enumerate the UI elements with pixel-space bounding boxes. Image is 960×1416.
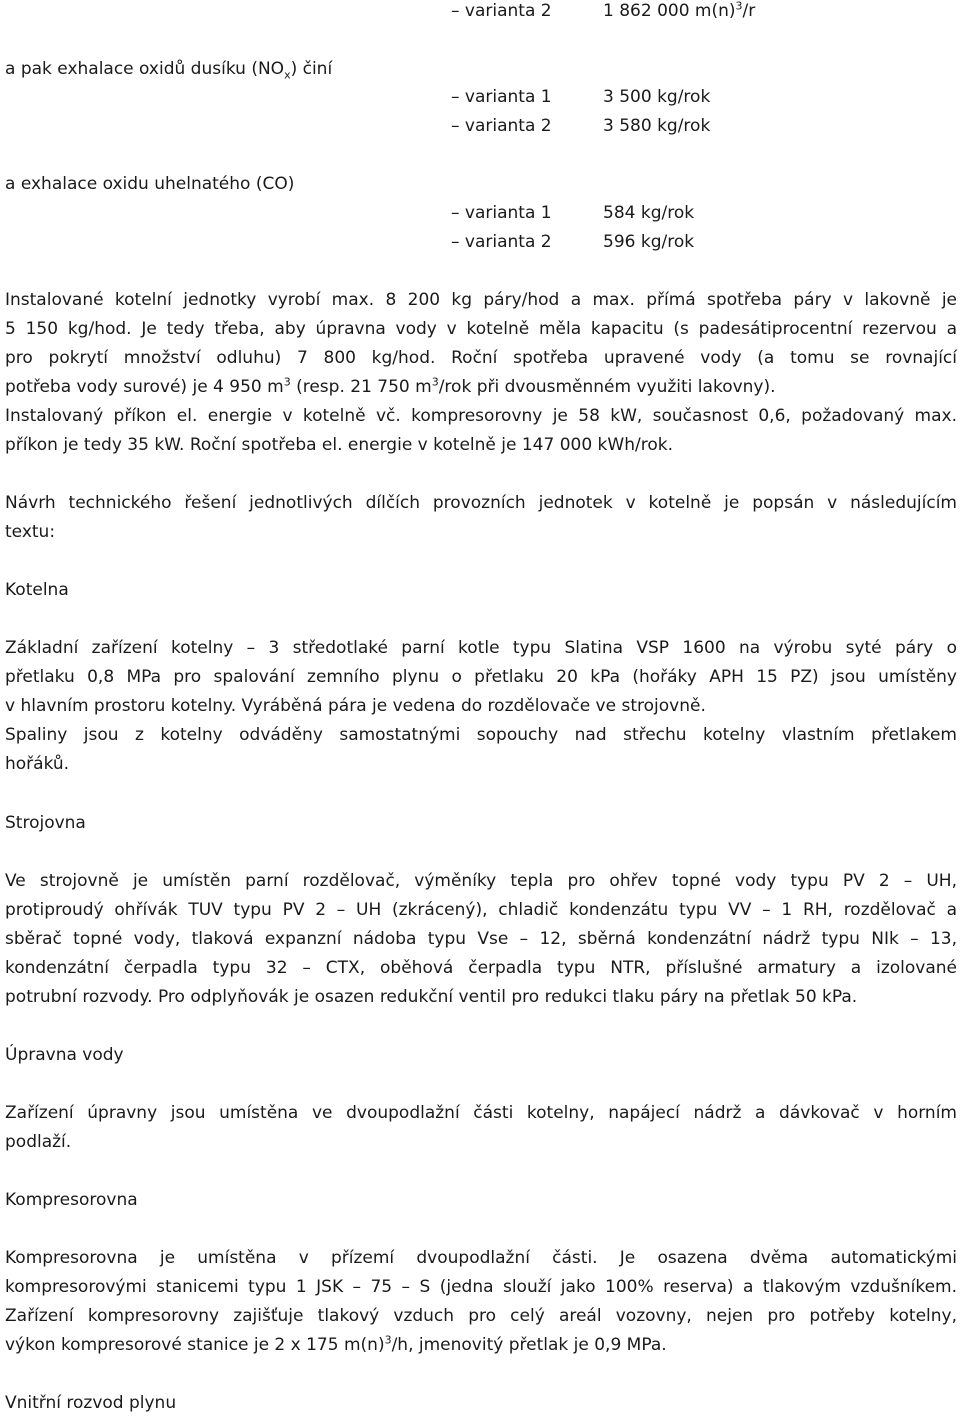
nox-intro: a pak exhalace oxidů dusíku $(NO_x)$ činí xyxy=(5,59,333,82)
text-line: hořáků. xyxy=(5,754,70,774)
text-line: textu: xyxy=(5,522,56,542)
text-line: protiproudý ohřívák TUV typu PV 2 – UH (zkrácený), chladič kondenzátu typu VV – 1 RH, rozdělovač a xyxy=(5,900,957,920)
text-line: v hlavním prostoru kotelny. Vyráběná pára je vedena do rozdělovače ve strojovně. xyxy=(5,696,706,716)
co-variant-1-value: 584 kg/rok xyxy=(603,203,695,223)
text-line: Instalovaný příkon el. energie v kotelně vč. kompresorovny je 58 kW, současnost 0,6, požadovaný max. xyxy=(5,406,957,426)
text-line: potrubní rozvody. Pro odplyňovák je osazen redukční ventil pro redukci tlaku páry na přetlak 50 kPa. xyxy=(5,987,858,1007)
text-line: potřeba vody surové) je 4 950 $m^3$ (resp. 21 750 $m^3$/rok při dvousměnném využiti lakovny). xyxy=(5,375,776,397)
text-line: sběrač topné vody, tlaková expanzní nádoba typu Vse – 12, sběrná kondenzátní nádrž typu NIk – 13, xyxy=(5,929,957,949)
co-variant-2-label: – varianta 2 xyxy=(451,232,552,252)
text-line: Zařízení kompresorovny zajišťuje tlakový vzduch pro celý areál vozovny, nejen pro potřeby kotelny, xyxy=(5,1306,957,1326)
heading-plyn: Vnitřní rozvod plynu xyxy=(5,1393,177,1413)
nox-variant-1-value: 3 500 kg/rok xyxy=(603,87,711,107)
co-variant-2-value: 596 kg/rok xyxy=(603,232,695,252)
text-line: Zařízení úpravny jsou umístěna ve dvoupodlažní části kotelny, napájecí nádrž a dávkovač v horním xyxy=(5,1103,957,1123)
variant-label: – varianta 2 xyxy=(451,1,552,21)
text-line: Instalované kotelní jednotky vyrobí max. 8 200 kg páry/hod a max. přímá spotřeba páry v lakovně je xyxy=(5,290,957,310)
nox-variant-2-value: 3 580 kg/rok xyxy=(603,116,711,136)
text-line: Ve strojovně je umístěn parní rozdělovač, výměníky tepla pro ohřev topné vody typu PV 2 – UH, xyxy=(5,871,957,891)
text-line: výkon kompresorové stanice je 2 x 175 $m(n)^3/h$, jmenovitý přetlak je 0,9 MPa. xyxy=(5,1333,667,1355)
variant-value: 1 862 000 $m(n)^3/r$ xyxy=(603,0,756,21)
co-intro: a exhalace oxidu uhelnatého (CO) xyxy=(5,174,295,194)
heading-strojovna: Strojovna xyxy=(5,813,86,833)
text-line: kompresorovými stanicemi typu 1 JSK – 75 – S (jedna slouží jako 100% reserva) a tlakovým vzdušníkem. xyxy=(5,1277,957,1297)
co-variant-1-label: – varianta 1 xyxy=(451,203,552,223)
text-line: Základní zařízení kotelny – 3 středotlaké parní kotle typu Slatina VSP 1600 na výrobu syté páry o xyxy=(5,638,957,658)
text-line: kondenzátní čerpadla typu 32 – CTX, oběhová čerpadla typu NTR, příslušné armatury a izolované xyxy=(5,958,957,978)
nox-variant-1-label: – varianta 1 xyxy=(451,87,552,107)
text-line: Spaliny jsou z kotelny odváděny samostatnými sopouchy nad střechu kotelny vlastním přetlakem xyxy=(5,725,957,745)
text-line: přetlaku 0,8 MPa pro spalování zemního plynu o přetlaku 20 kPa (hořáky APH 15 PZ) jsou umístěny xyxy=(5,667,957,687)
text-line: Návrh technického řešení jednotlivých dílčích provozních jednotek v kotelně je popsán v následujícím xyxy=(5,493,957,513)
text-line: Kompresorovna je umístěna v přízemí dvoupodlažní části. Je osazena dvěma automatickými xyxy=(5,1248,957,1268)
heading-kotelna: Kotelna xyxy=(5,580,69,600)
text-line: pro pokrytí množství odluhu) 7 800 kg/hod. Roční spotřeba upravené vody (a tomu se rovnající xyxy=(5,348,957,368)
nox-variant-2-label: – varianta 2 xyxy=(451,116,552,136)
text-line: podlaží. xyxy=(5,1132,72,1152)
heading-upravna: Úpravna vody xyxy=(5,1045,124,1065)
heading-kompresorovna: Kompresorovna xyxy=(5,1190,138,1210)
text-line: příkon je tedy 35 kW. Roční spotřeba el. energie v kotelně je 147 000 kWh/rok. xyxy=(5,435,673,455)
text-line: 5 150 kg/hod. Je tedy třeba, aby úpravna vody v kotelně měla kapacitu (s padesátiprocentní rezervou a xyxy=(5,319,957,339)
